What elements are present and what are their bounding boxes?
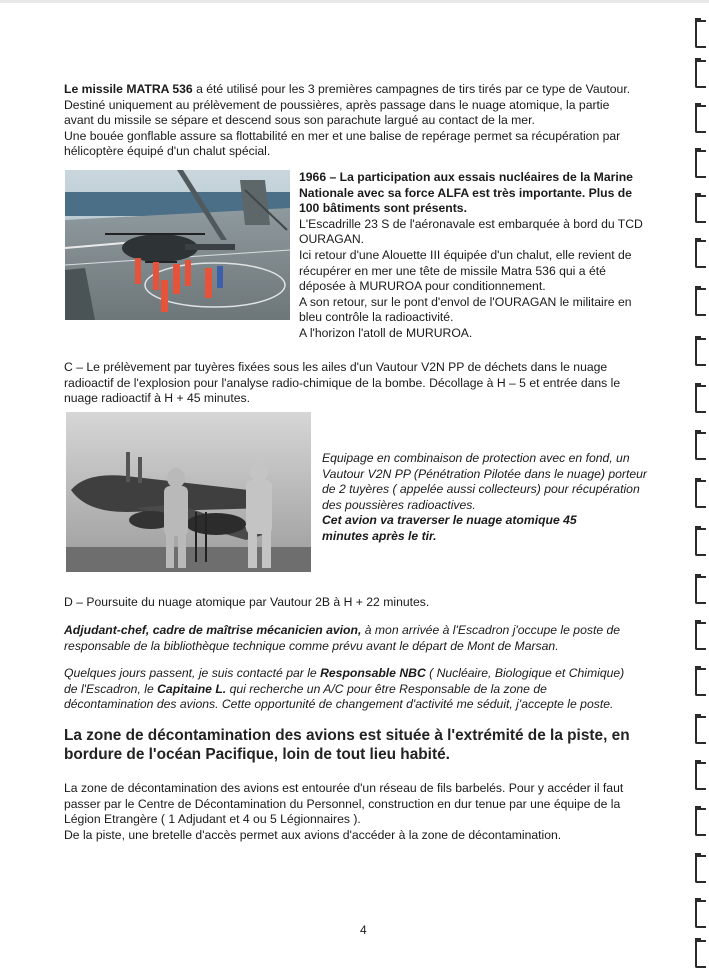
nbc-text: ( Nucléaire, Biologique et Chimique) — [425, 666, 625, 680]
binding-ring — [695, 105, 706, 133]
section-1966-line: L'Escadrille 23 S de l'aéronavale est embarquée à bord du TCD — [299, 216, 643, 231]
section-c-paragraph — [64, 360, 684, 407]
section-c-line: nuage radioactif à H + 45 minutes. — [64, 391, 250, 406]
section-1966-text — [299, 170, 679, 342]
vautour-crew-caption — [322, 451, 682, 545]
caption-bold-line: minutes après le tir. — [322, 528, 437, 543]
adjudant-line: à mon arrivée à l'Escadron j'occupe le poste de — [361, 623, 621, 637]
intro-line: avant du missile se sépare et descend sous son parachute largué au contact de la mer. — [64, 113, 535, 128]
intro-paragraph — [64, 82, 684, 160]
caption-line: de 2 tuyères ( appelée aussi collecteurs) pour récupération — [322, 482, 640, 497]
section-1966-line: déposée à MURUROA pour conditionnement. — [299, 279, 546, 294]
binding-ring — [695, 288, 706, 316]
binding-ring — [695, 150, 706, 178]
closing-line: La zone de décontamination des avions est entourée d'un réseau de fils barbelés. Pour y accéder il faut — [64, 781, 624, 795]
binding-ring — [695, 20, 706, 48]
caption-bold-line: Cet avion va traverser le nuage atomique 45 — [322, 513, 577, 528]
spiral-binding — [695, 0, 709, 975]
section-1966-line: OURAGAN. — [299, 232, 365, 247]
adjudant-paragraph — [64, 623, 684, 654]
section-1966-line: A son retour, sur le pont d'envol de l'OURAGAN le militaire en — [299, 294, 632, 309]
helicopter-deck-photo — [65, 170, 290, 320]
helicopter-deck-illustration — [65, 170, 290, 320]
closing-line: Légion Etrangère ( 1 Adjudant et 4 ou 5 Légionnaires ). — [64, 812, 361, 827]
page-top-edge — [0, 0, 709, 3]
missile-name: Le missile MATRA 536 — [64, 82, 193, 96]
section-1966-heading-line: 100 bâtiments sont présents. — [299, 201, 467, 216]
section-d-line: D – Poursuite du nuage atomique par Vautour 2B à H + 22 minutes. — [64, 595, 430, 609]
nbc-text: décontamination des avions. Cette opportunité de changement d'activité me séduit, j'accepte le poste. — [64, 697, 614, 712]
nbc-text: Quelques jours passent, je suis contacté par le — [64, 666, 321, 680]
section-c-line: radioactif de l'explosion pour l'analyse radio-chimique de la bombe. Décollage à H – 5 et entrée dans le — [64, 375, 621, 390]
caption-line: des poussières radioactives. — [322, 497, 476, 512]
intro-line: Une bouée gonflable assure sa flottabilité en mer et une balise de repérage permet sa récupération par — [64, 128, 621, 143]
nbc-text: de l'Escadron, le — [64, 681, 158, 696]
binding-ring — [695, 195, 706, 223]
adjudant-title: Adjudant-chef, cadre de maîtrise mécanicien avion, — [64, 623, 362, 637]
binding-ring — [695, 808, 706, 836]
binding-ring — [695, 338, 706, 366]
intro-line: a été utilisé pour les 3 premières campagnes de tirs tirés par ce type de Vautour. — [192, 82, 631, 96]
section-c-line: C – Le prélèvement par tuyères fixées sous les ailes d'un Vautour V2N PP de déchets dans le nuage — [64, 360, 608, 374]
binding-ring — [695, 762, 706, 790]
section-1966-heading-line: Nationale avec sa force ALFA est très importante. Plus de — [299, 185, 633, 200]
section-1966-line: Ici retour d'une Alouette III équipée d'un chalut, elle revient de — [299, 247, 632, 262]
page-number: 4 — [360, 923, 367, 937]
section-1966-line: bleu contrôle la radioactivité. — [299, 310, 454, 325]
binding-ring — [695, 60, 706, 88]
caption-line: Equipage en combinaison de protection avec en fond, un — [322, 451, 630, 465]
closing-paragraph — [64, 781, 684, 843]
intro-line: hélicoptère équipé d'un chalut spécial. — [64, 144, 271, 159]
vautour-crew-photo — [66, 412, 311, 572]
nbc-paragraph — [64, 666, 684, 713]
binding-ring — [695, 576, 706, 604]
nbc-text: qui recherche un A/C pour être Responsable de la zone de — [226, 681, 547, 696]
closing-line: De la piste, une bretelle d'accès permet aux avions d'accéder à la zone de décontamination. — [64, 827, 562, 842]
binding-ring — [695, 716, 706, 744]
adjudant-line: responsable de la bibliothèque technique comme prévu avant le départ de Mont de Marsan. — [64, 638, 559, 653]
nbc-responsable: Responsable NBC — [320, 666, 426, 680]
binding-ring — [695, 385, 706, 413]
decontamination-heading — [64, 726, 674, 764]
closing-line: passer par le Centre de Décontamination du Personnel, construction en dur tenue par une équipe de la — [64, 796, 621, 811]
binding-ring — [695, 855, 706, 883]
intro-line: Destiné uniquement au prélèvement de poussières, après passage dans le nuage atomique, la partie — [64, 97, 610, 112]
binding-ring — [695, 668, 706, 696]
section-1966-line: A l'horizon l'atoll de MURUROA. — [299, 325, 473, 340]
binding-ring — [695, 240, 706, 268]
heading-line: bordure de l'océan Pacifique, loin de tout lieu habité. — [64, 746, 450, 763]
binding-ring — [695, 900, 706, 928]
vautour-crew-illustration — [66, 412, 311, 572]
binding-ring — [695, 480, 706, 508]
section-1966-heading-line: 1966 – La participation aux essais nucléaires de la Marine — [299, 170, 633, 184]
binding-ring — [695, 432, 706, 460]
binding-ring — [695, 940, 706, 968]
binding-ring — [695, 622, 706, 650]
heading-line: La zone de décontamination des avions est située à l'extrémité de la piste, en — [64, 727, 630, 744]
captain-name: Capitaine L. — [157, 681, 227, 696]
caption-line: Vautour V2N PP (Pénétration Pilotée dans le nuage) porteur — [322, 466, 647, 481]
section-1966-line: récupérer en mer une tête de missile Matra 536 qui a été — [299, 263, 606, 278]
binding-ring — [695, 528, 706, 556]
